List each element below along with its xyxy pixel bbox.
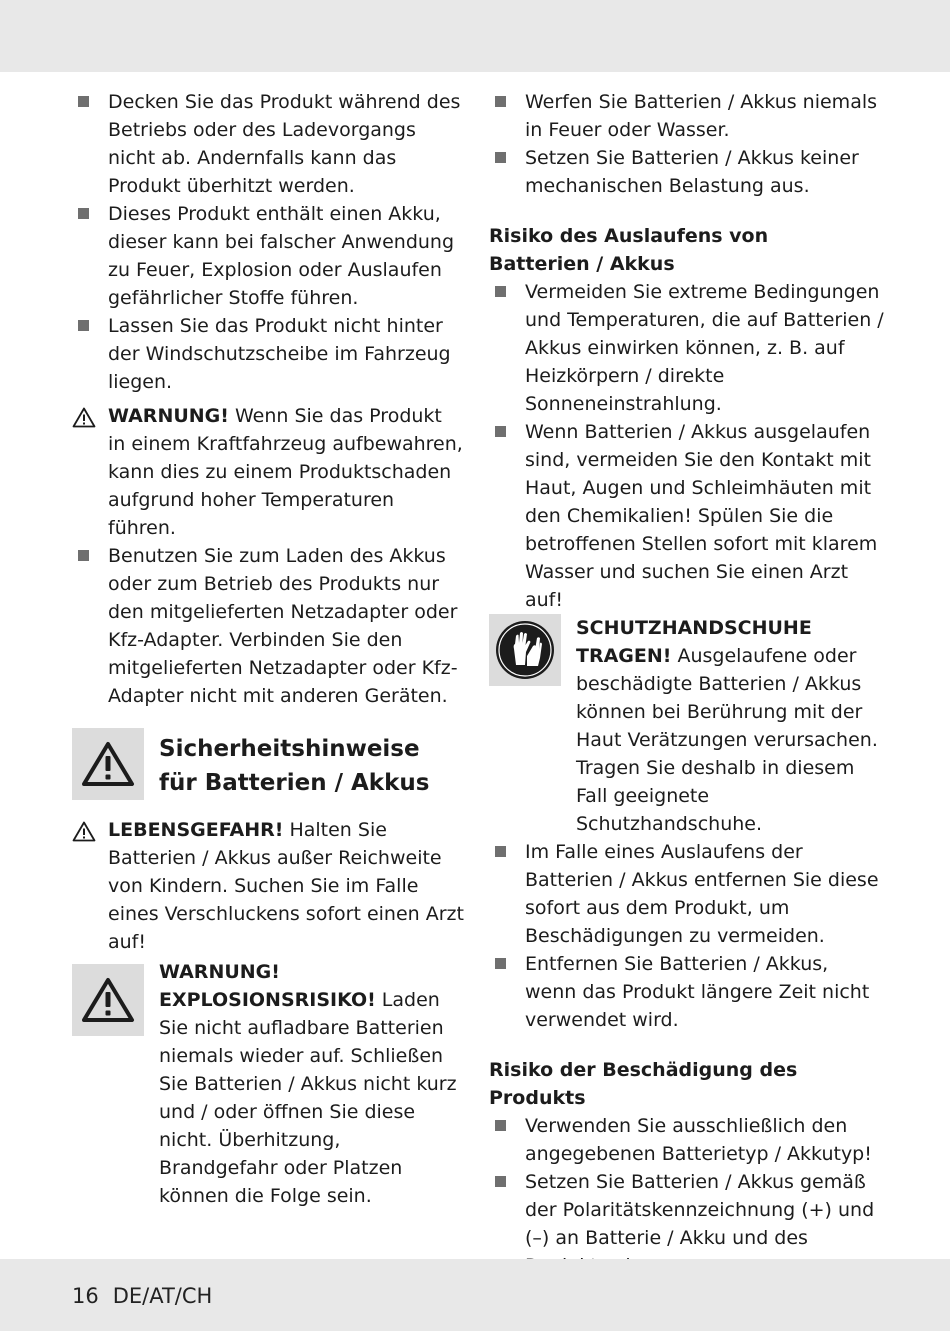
danger-note [72, 816, 464, 956]
warning-text: Wenn Sie das Produkt in einem Kraftfahrzeug aufbewahren, kann dies zu einem Produktschaden aufgrund hoher Temperaturen führen. [108, 405, 463, 539]
bullet-square-icon [495, 96, 506, 107]
explosion-warning [72, 958, 464, 1210]
bullet-square-icon [495, 426, 506, 437]
bullet-square-icon [495, 846, 506, 857]
list-item: Vermeiden Sie extreme Bedingungen und Temperaturen, die auf Batterien / Akkus einwirken können, z. B. auf Heizkörpern / direkte Sonneneinstrahlung. [489, 278, 885, 418]
list-item: Verwenden Sie ausschließlich den angegebenen Batterietyp / Akkutyp! [489, 1112, 885, 1168]
bullet-square-icon [78, 550, 89, 561]
list-item: Entfernen Sie Batterien / Akkus, wenn das Produkt längere Zeit nicht verwendet wird. [489, 950, 885, 1034]
warning-label: WARNUNG! [108, 405, 229, 427]
bullet-square-icon [495, 286, 506, 297]
left-column [72, 88, 464, 1210]
explosion-label: EXPLOSIONSRISIKO! [159, 989, 376, 1011]
damage-risk-section [489, 1056, 885, 1280]
list-item: Setzen Sie Batterien / Akkus keiner mechanischen Belastung aus. [489, 144, 885, 200]
gloves-icon-box [489, 614, 561, 686]
list-item: Setzen Sie Batterien / Akkus gemäß der Polaritätskennzeichnung (+) und (–) an Batterie / Akku und des [489, 1168, 885, 1280]
page-number: 16 [72, 1284, 99, 1308]
bullet-square-icon [495, 1120, 506, 1131]
danger-text: Halten Sie Batterien / Akkus außer Reichweite von Kindern. Suchen Sie im Falle eines Verschluckens sofort einen Arzt auf! [108, 819, 464, 953]
warning-triangle-icon [81, 976, 135, 1024]
list-item: Im Falle eines Auslaufens der Batterien / Akkus entfernen Sie diese sofort aus dem Produkt, um Beschädigungen zu vermeiden. [489, 838, 885, 950]
gloves-warning [489, 614, 885, 838]
warning-triangle-icon [72, 407, 96, 428]
list-item: Wenn Batterien / Akkus ausgelaufen sind, vermeiden Sie den Kontakt mit Haut, Augen und Schleimhäuten mit den Chemikalien! Spülen Sie die betroffenen Stellen sofort mit klarem Wasser und suchen Sie einen Arzt auf! [489, 418, 885, 614]
leak-risk-section [489, 222, 885, 1034]
bullet-square-icon [78, 208, 89, 219]
warning-icon-box [72, 964, 144, 1036]
region-label: DE/AT/CH [112, 1284, 213, 1308]
gloves-text: Ausgelaufene oder beschädigte Batterien / Akkus können bei Berührung mit der Haut Verätzungen verursachen. Tragen Sie deshalb in diesem Fall geeignete Schutzhandschuhe. [576, 645, 878, 835]
bullet-square-icon [495, 152, 506, 163]
list-item: Lassen Sie das Produkt nicht hinter der Windschutzscheibe im Fahrzeug liegen. [72, 312, 464, 396]
list-item: Benutzen Sie zum Laden des Akkus oder zum Betrieb des Produkts nur den mitgelieferten Netzadapter oder Kfz-Adapter. Verbinden Sie den mitgelieferten Netzadapter oder Kfz-Adapter nicht mit anderen Geräten. [72, 542, 464, 710]
danger-label: LEBENSGEFAHR! [108, 819, 284, 841]
warning-note [72, 402, 464, 542]
bullet-square-icon [78, 320, 89, 331]
right-column [489, 88, 885, 1280]
gloves-label: SCHUTZHANDSCHUHE TRAGEN! [576, 617, 812, 667]
section-title: Risiko der Beschädigung des Produkts [489, 1059, 798, 1109]
warning-icon-box [72, 728, 144, 800]
header-band [0, 0, 950, 72]
explosion-text: Laden Sie nicht aufladbare Batterien niemals wieder auf. Schließen Sie Batterien / Akkus nicht kurz und / oder öffnen Sie diese nicht. Überhitzung, Brandgefahr oder Platzen können die Folge sein. [159, 989, 457, 1207]
warning-triangle-icon [72, 821, 96, 842]
bullet-square-icon [495, 1176, 506, 1187]
section-heading [72, 728, 464, 800]
warning-triangle-icon [81, 740, 135, 788]
bullet-square-icon [495, 958, 506, 969]
page-footer [72, 1282, 212, 1310]
protective-gloves-icon [494, 619, 556, 681]
section-title: Risiko des Auslaufens von Batterien / Akkus [489, 225, 769, 275]
list-item: Werfen Sie Batterien / Akkus niemals in Feuer oder Wasser. [489, 88, 885, 144]
page-title: Sicherheitshinweise für Batterien / Akkus [159, 736, 430, 796]
bullet-square-icon [78, 96, 89, 107]
list-item: Dieses Produkt enthält einen Akku, dieser kann bei falscher Anwendung zu Feuer, Explosion oder Auslaufen gefährlicher Stoffe führen. [72, 200, 464, 312]
list-item: Decken Sie das Produkt während des Betriebs oder des Ladevorgangs nicht ab. Andernfalls kann das Produkt überhitzt werden. [72, 88, 464, 200]
warning-label: WARNUNG! [159, 961, 280, 983]
